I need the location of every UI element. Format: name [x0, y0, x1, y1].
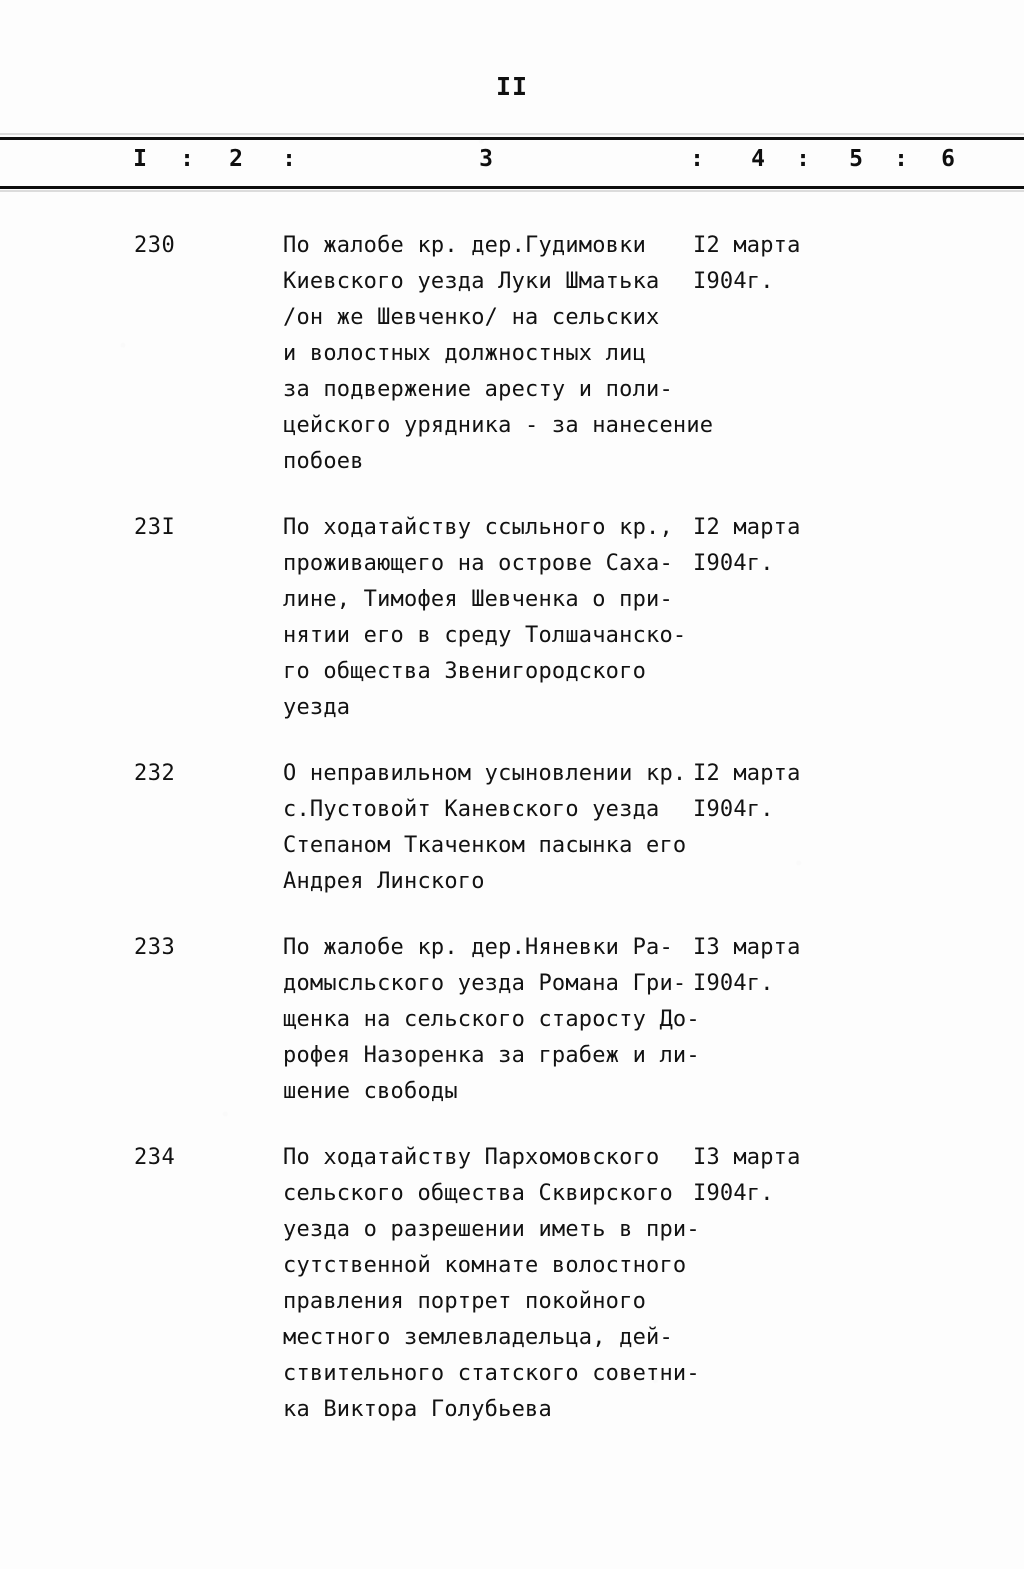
entry-row: [0, 930, 1024, 1110]
entry-line-description: По жалобе кр. дер.Няневки Ра-: [283, 935, 673, 960]
entry-line-date: I2 марта: [693, 233, 801, 258]
entry-line-description: рофея Назоренка за грабеж и ли-: [283, 1043, 700, 1068]
column-separator-3: :: [690, 146, 704, 172]
entry-line: [283, 546, 903, 582]
entry-line: [283, 372, 903, 408]
entry-line-date: I3 марта: [693, 1145, 801, 1170]
entry-line: [283, 930, 903, 966]
entry-line: [283, 618, 903, 654]
entry-line: [283, 1212, 903, 1248]
column-label-1: I: [133, 146, 147, 172]
entry-row: [0, 1140, 1024, 1428]
entry-line: [283, 510, 903, 546]
entry-line: [283, 654, 903, 690]
column-label-5: 5: [849, 146, 863, 172]
entry-line-description: Степаном Ткаченком пасынка его: [283, 833, 687, 858]
header-rule-smudge-bottom: [0, 190, 1024, 192]
header-rule-top: [0, 137, 1024, 140]
entry-line-description: домысльского уезда Романа Гри-: [283, 971, 687, 996]
entry-line-description: за подвержение аресту и поли-: [283, 377, 673, 402]
entry-line-description: го общества Звенигородского: [283, 659, 647, 684]
entry-line-description: сельского общества Сквирского: [283, 1181, 673, 1206]
entry-line: [283, 1392, 903, 1428]
entry-line-description: с.Пустовойт Каневского уезда: [283, 797, 660, 822]
entry-line: [283, 792, 903, 828]
entry-line: [283, 1176, 903, 1212]
entry-line-description: Киевского уезда Луки Шматька: [283, 269, 660, 294]
entry-line-description: и волостных должностных лиц: [283, 341, 647, 366]
entry-row: [0, 756, 1024, 900]
entry-list: [0, 228, 1024, 1458]
entry-text-block: [283, 756, 903, 900]
entry-number: 23I: [134, 515, 176, 540]
entry-line-description: уезда о разрешении иметь в при-: [283, 1217, 700, 1242]
entry-line-date: I904г.: [693, 797, 774, 822]
entry-line: [283, 1284, 903, 1320]
column-separator-4: :: [796, 146, 810, 172]
entry-line-description: местного землевладельца, дей-: [283, 1325, 673, 1350]
entry-line-description: О неправильном усыновлении кр.: [283, 761, 687, 786]
entry-line-description: уезда: [283, 695, 351, 720]
entry-line-description: цейского урядника - за нанесение: [283, 413, 714, 438]
column-label-4: 4: [751, 146, 765, 172]
entry-number: 232: [134, 761, 176, 786]
entry-line-description: ка Виктора Голубьева: [283, 1397, 552, 1422]
entry-line-date: I904г.: [693, 269, 774, 294]
entry-line: [283, 336, 903, 372]
entry-row: [0, 228, 1024, 480]
entry-line: [283, 690, 903, 726]
column-label-6: 6: [941, 146, 955, 172]
entry-number: 233: [134, 935, 176, 960]
entry-line-date: I2 марта: [693, 515, 801, 540]
entry-line-description: Андрея Линского: [283, 869, 485, 894]
entry-number: 234: [134, 1145, 176, 1170]
entry-line-description: По ходатайству Пархомовского: [283, 1145, 660, 1170]
entry-line: [283, 1320, 903, 1356]
column-separator-2: :: [282, 146, 296, 172]
column-separator-1: :: [180, 146, 194, 172]
entry-line-date: I3 марта: [693, 935, 801, 960]
entry-line: [283, 228, 903, 264]
entry-line: [283, 1074, 903, 1110]
entry-text-block: [283, 510, 903, 726]
entry-line: [283, 1038, 903, 1074]
entry-line-description: проживающего на острове Саха-: [283, 551, 673, 576]
header-rule-smudge-top: [0, 133, 1024, 135]
entry-line-description: правления портрет покойного: [283, 1289, 647, 1314]
column-separator-5: :: [894, 146, 908, 172]
entry-line: [283, 300, 903, 336]
entry-line-description: лине, Тимофея Шевченка о при-: [283, 587, 673, 612]
entry-text-block: [283, 228, 903, 480]
entry-line-date: I904г.: [693, 1181, 774, 1206]
entry-line-description: нятии его в среду Толшачанско-: [283, 623, 687, 648]
column-label-3: 3: [479, 146, 493, 172]
column-header-row: [0, 146, 1024, 184]
entry-line-description: сутственной комнате волостного: [283, 1253, 687, 1278]
entry-line: [283, 1140, 903, 1176]
entry-line-description: ствительного статского советни-: [283, 1361, 700, 1386]
entry-line: [283, 582, 903, 618]
entry-text-block: [283, 930, 903, 1110]
entry-line-description: побоев: [283, 449, 364, 474]
entry-line-description: щенка на сельского старосту До-: [283, 1007, 700, 1032]
entry-line: [283, 1356, 903, 1392]
entry-text-block: [283, 1140, 903, 1428]
entry-line: [283, 1248, 903, 1284]
entry-line: [283, 1002, 903, 1038]
entry-line-date: I904г.: [693, 971, 774, 996]
entry-row: [0, 510, 1024, 726]
entry-line: [283, 264, 903, 300]
entry-line-description: По ходатайству ссыльного кр.,: [283, 515, 673, 540]
entry-line: [283, 408, 903, 444]
entry-line-description: /он же Шевченко/ на сельских: [283, 305, 660, 330]
entry-line: [283, 756, 903, 792]
entry-line-description: шение свободы: [283, 1079, 458, 1104]
column-label-2: 2: [229, 146, 243, 172]
entry-line: [283, 828, 903, 864]
header-rule-bottom: [0, 186, 1024, 189]
entry-line-date: I904г.: [693, 551, 774, 576]
entry-line-description: По жалобе кр. дер.Гудимовки: [283, 233, 647, 258]
entry-number: 230: [134, 233, 176, 258]
page-number: II: [495, 72, 529, 101]
entry-line-date: I2 марта: [693, 761, 801, 786]
entry-line: [283, 966, 903, 1002]
entry-line: [283, 444, 903, 480]
entry-line: [283, 864, 903, 900]
